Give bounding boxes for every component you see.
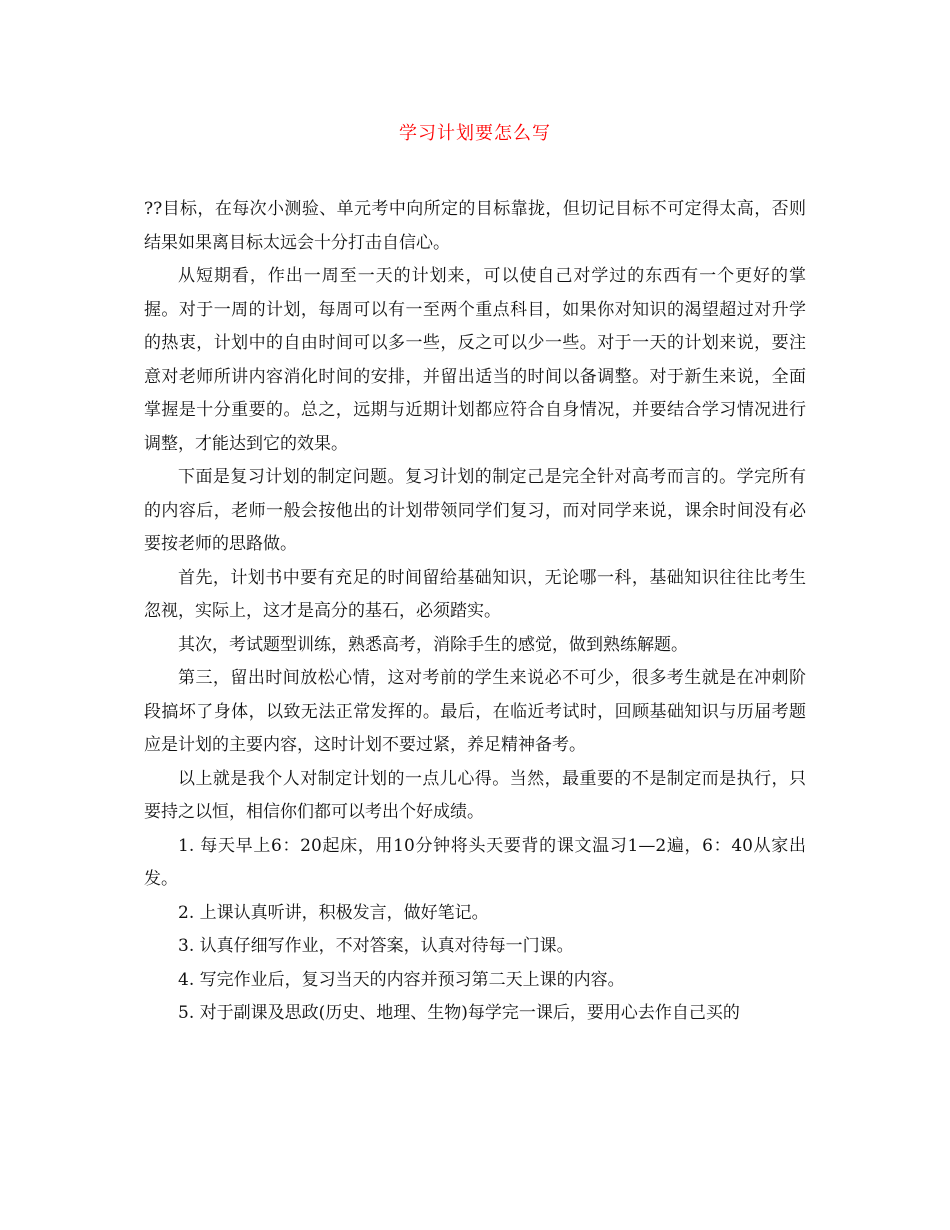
list-item-3: 3. 认真仔细写作业，不对答案，认真对待每一门课。 xyxy=(178,936,574,956)
paragraph-short-term-plan: 从短期看，作出一周至一天的计划来，可以使自己对学过的东西有一个更好的掌握。对于一周的计划，每周可以有一至两个重点科目，如果你对知识的渴望超过对升学的热衷，计划中的自由时间可以多一些，反之可以少一些。对于一天的计划来说，要注意对老师所讲内容消化时间的安排，并留出适当的时间以备调整。对于新生来说，全面掌握是十分重要的。总之，远期与近期计划都应符合自身情况，并要结合学习情况进行调整，才能达到它的效果。 xyxy=(144,266,806,454)
paragraph-third-point: 第三，留出时间放松心情，这对考前的学生来说必不可少，很多考生就是在冲刺阶段搞坏了身体，以致无法正常发挥的。最后，在临近考试时，回顾基础知识与历届考题应是计划的主要内容，这时计划不要过紧，养足精神备考。 xyxy=(144,668,806,755)
document-title: 学习计划要怎么写 xyxy=(399,123,551,144)
list-item-5: 5. 对于副课及思政(历史、地理、生物)每学完一课后，要用心去作自己买的 xyxy=(178,1003,740,1023)
paragraph-review-plan: 下面是复习计划的制定问题。复习计划的制定己是完全针对高考而言的。学完所有的内容后，老师一般会按他出的计划带领同学们复习，而对同学来说，课余时间没有必要按老师的思路做。 xyxy=(144,467,806,554)
paragraph-conclusion: 以上就是我个人对制定计划的一点儿心得。当然，最重要的不是制定而是执行，只要持之以恒，相信你们都可以考出个好成绩。 xyxy=(144,768,806,822)
paragraph-first-point: 首先，计划书中要有充足的时间留给基础知识，无论哪一科，基础知识往往比考生忽视，实际上，这才是高分的基石，必须踏实。 xyxy=(144,567,806,621)
document-body xyxy=(144,193,806,1031)
paragraph-second-point: 其次，考试题型训练，熟悉高考，消除手生的感觉，做到熟练解题。 xyxy=(178,634,688,655)
list-item-1: 1. 每天早上6：20起床，用10分钟将头天要背的课文温习1—2遍，6：40从家出发。 xyxy=(144,835,806,889)
paragraph-goal-continuation: ??目标，在每次小测验、单元考中向所定的目标靠拢，但切记目标不可定得太高，否则结果如果离目标太远会十分打击自信心。 xyxy=(144,199,806,253)
list-item-2: 2. 上课认真听讲，积极发言，做好笔记。 xyxy=(178,902,489,923)
list-item-4: 4. 写完作业后，复习当天的内容并预习第二天上课的内容。 xyxy=(178,969,625,990)
